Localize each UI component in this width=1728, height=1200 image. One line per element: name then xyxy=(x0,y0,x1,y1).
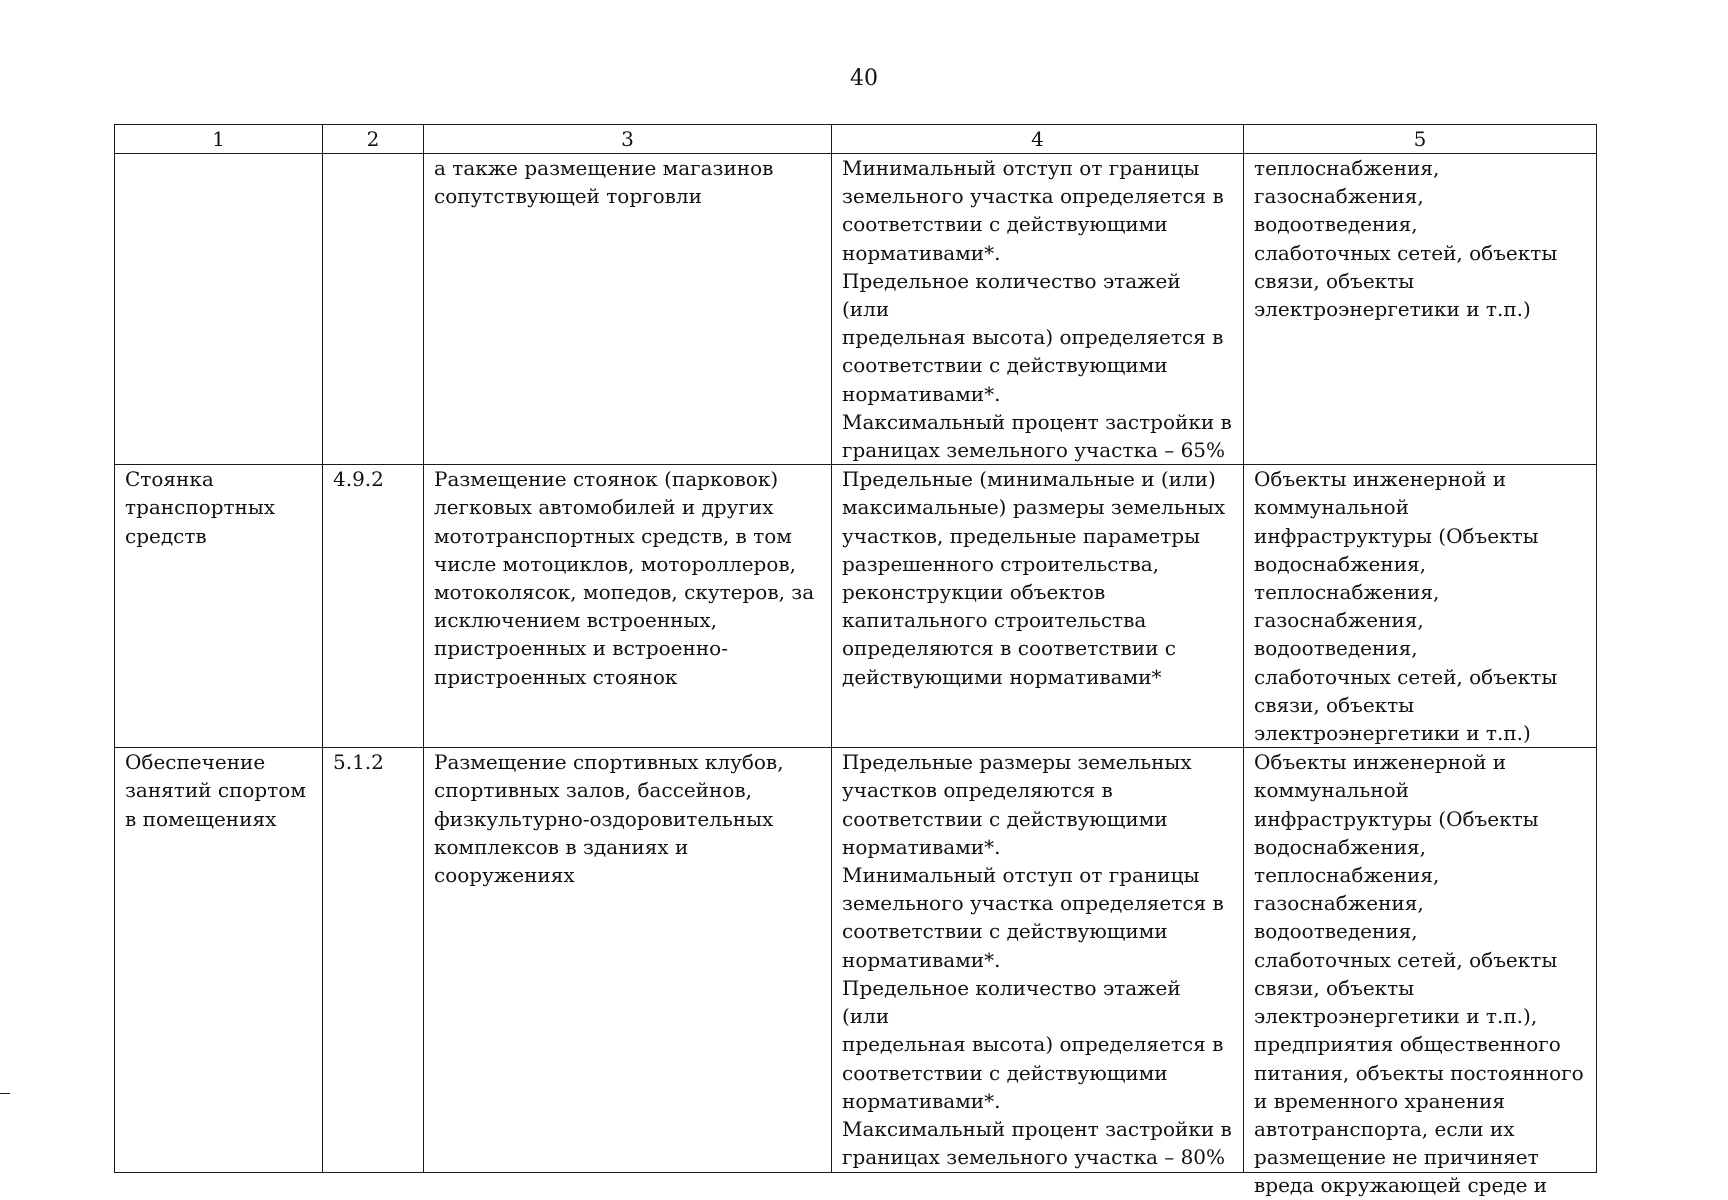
use-name-cell: Стоянка транспортных средств xyxy=(115,465,323,748)
table-row xyxy=(115,465,1597,748)
parameters-cell: Предельные размеры земельных участков определяются в соответствии с действующими нормативами*. Минимальный отступ от границы земельного участка определяется в соответствии с действующими нормативами*. Предельное количество этажей (или предельная высота) определяется в соответствии с действующими нормативами*. Максимальный процент застройки в границах земельного участка – 80% xyxy=(832,748,1244,1173)
use-code-cell: 5.1.2 xyxy=(323,748,424,1173)
land-use-table xyxy=(114,124,1597,1198)
use-code-cell xyxy=(323,154,424,465)
use-code-cell: 4.9.2 xyxy=(323,465,424,748)
facilities-cell: теплоснабжения, газоснабжения, водоотведения, слаботочных сетей, объекты связи, объекты электроэнергетики и т.п.) xyxy=(1244,154,1597,465)
column-header-4: 4 xyxy=(832,125,1244,154)
header-row xyxy=(115,125,1597,154)
column-header-5: 5 xyxy=(1244,125,1597,154)
page-number: 40 xyxy=(850,66,878,91)
margin-mark xyxy=(0,1093,10,1094)
facilities-cell: Объекты инженерной и коммунальной инфраструктуры (Объекты водоснабжения, теплоснабжения, газоснабжения, водоотведения, слаботочных сетей, объекты связи, объекты электроэнергетики и т.п.) xyxy=(1244,465,1597,748)
table-row xyxy=(115,154,1597,465)
parameters-cell: Предельные (минимальные и (или) максимальные) размеры земельных участков, предельные параметры разрешенного строительства, реконструкции объектов капитального строительства определяются в соответствии с действующими нормативами* xyxy=(832,465,1244,748)
table-row xyxy=(115,748,1597,1173)
use-description-cell: а также размещение магазинов сопутствующей торговли xyxy=(424,154,832,465)
facilities-cell: Объекты инженерной и коммунальной инфраструктуры (Объекты водоснабжения, теплоснабжения, газоснабжения, водоотведения, слаботочных сетей, объекты связи, объекты электроэнергетики и т.п.), предприятия общественного питания, объекты постоянного и временного хранения автотранспорта, если их размещение не причиняет вреда окружающей среде и xyxy=(1244,748,1597,1173)
use-name-cell: Обеспечение занятий спортом в помещениях xyxy=(115,748,323,1173)
column-header-2: 2 xyxy=(323,125,424,154)
use-description-cell: Размещение спортивных клубов, спортивных залов, бассейнов, физкультурно-оздоровительных комплексов в зданиях и сооружениях xyxy=(424,748,832,1173)
column-header-1: 1 xyxy=(115,125,323,154)
use-name-cell xyxy=(115,154,323,465)
parameters-cell: Минимальный отступ от границы земельного участка определяется в соответствии с действующими нормативами*. Предельное количество этажей (или предельная высота) определяется в соответствии с действующими нормативами*. Максимальный процент застройки в границах земельного участка – 65% xyxy=(832,154,1244,465)
column-header-3: 3 xyxy=(424,125,832,154)
use-description-cell: Размещение стоянок (парковок) легковых автомобилей и других мототранспортных средств, в том числе мотоциклов, мотороллеров, мотоколясок, мопедов, скутеров, за исключением встроенных, пристроенных и встроенно- пристроенных стоянок xyxy=(424,465,832,748)
